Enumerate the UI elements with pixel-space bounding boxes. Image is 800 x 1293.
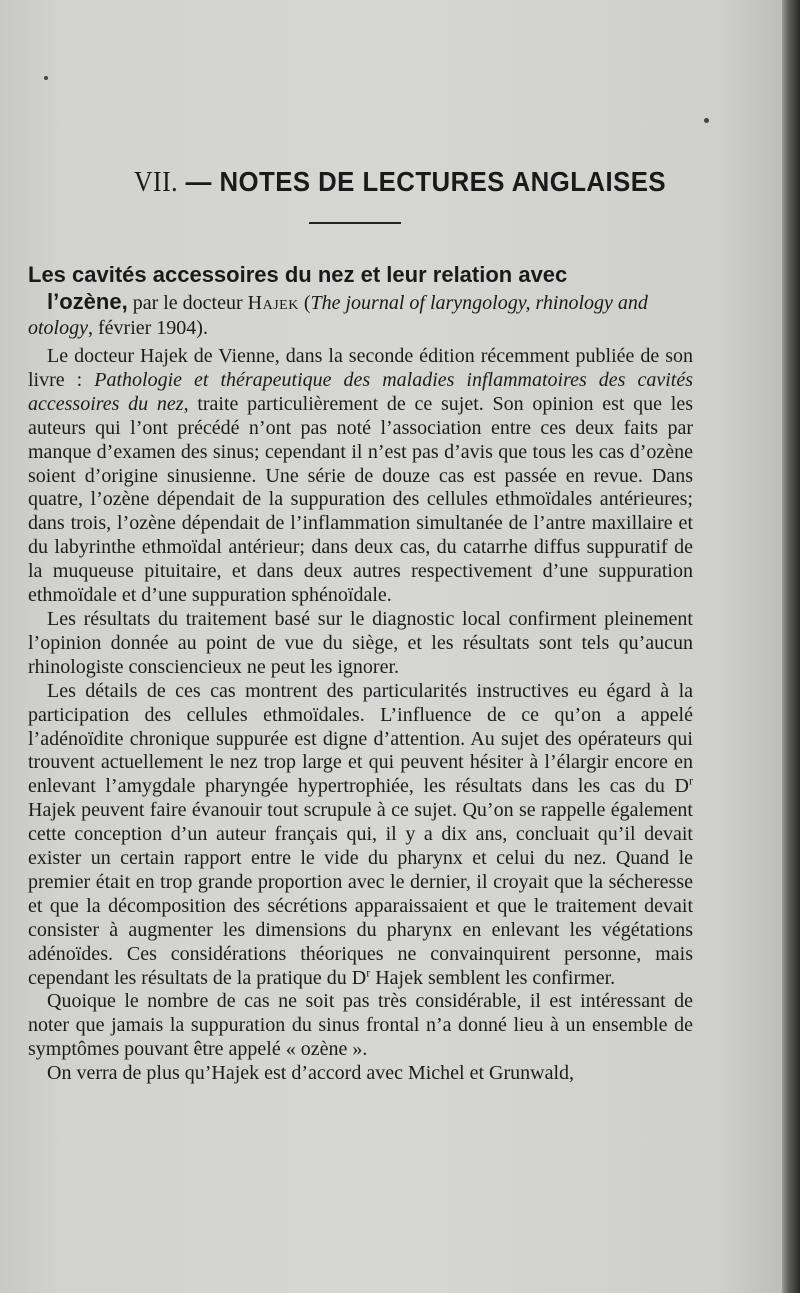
paragraph-4: Quoique le nombre de cas ne soit pas très considérable, il est intéressant de noter que jamais la suppuration du sinus frontal n’a donné lieu à un ensemble de symptômes pouvant être appelé « ozène ». [28,990,693,1061]
article-heading [28,262,700,341]
paragraph-5: On verra de plus qu’Hajek est d’accord avec Michel et Grunwald, [47,1062,575,1085]
chapter-number: VII. [133,167,179,198]
article-body [28,345,693,1086]
paragraph-3-text-b: Hajek peuvent faire évanouir tout scrupule à ce sujet. Qu’on se rappelle également cette conception d’un auteur français qui, il y a dix ans, concluait qu’il devait exister un certain rapport entre le vide du pharynx et celui du nez. Quand le premier était en trop grande proportion avec le dernier, il croyait que la sécheresse et que la décomposition des sécrétions apparaissaient et que le traitement devait consister à augmenter les dimensions du pharynx en enlevant les végétations adénoïdes. Ces considérations théoriques ne convainquirent personne, mais cependant les résultats de la pratique du D [28,799,693,989]
ink-speck [704,118,709,123]
chapter-title: NOTES DE LECTURES ANGLAISES [219,166,667,197]
article-title-indent [28,292,47,314]
paragraph-3 [28,680,693,991]
paragraph-1-text-b: , traite particulièrement de ce sujet. Son opinion est que les auteurs qui l’ont précédé n’ont pas noté l’association entre ces deux faits par manque d’examen des sinus; cependant il n’est pas d’avis que tous les cas d’ozène soient d’origine sinusienne. Une série de douze cas est passée en revue. Dans quatre, l’ozène dépendait de la suppuration des cellules ethmoïdales antérieures; dans trois, l’ozène dépendait de l’inflammation simultanée de l’antre maxillaire et du labyrinthe ethmoïdal antérieur; dans deux cas, du catarrhe diffus suppuratif de la muqueuse pituitaire, et dans deux autres respectivement d’une suppuration ethmoïdale et d’une suppuration sphénoïdale. [28,392,693,607]
article-journal-open: ( [298,292,311,314]
article-date: , février 1904). [88,317,208,339]
paragraph-1 [28,345,693,608]
superscript: r [366,964,371,979]
article-author: Hajek [247,292,299,314]
article-journal: The journal of laryngology, rhinology and otology [28,292,648,339]
paragraph-1-text-a: Le docteur Hajek de Vienne, dans la seconde édition récemment publiée de son livre : [28,345,693,391]
chapter-dash: — [185,166,212,197]
paragraph-2: Les résultats du traitement basé sur le diagnostic local confirment pleinement l’opinion donnée au point de vue du siège, et les résultats sont tels qu’aucun rhinologiste consciencieux ne peut les ignorer. [28,607,693,678]
superscript: r [689,773,693,788]
book-binding-edge [782,0,800,1293]
article-title-line2: l’ozène, [47,289,128,314]
article-title-line1: Les cavités accessoires du nez et leur relation avec [28,262,568,287]
ink-speck [44,76,48,80]
chapter-heading [32,166,768,199]
paragraph-3-text-a: Les détails de ces cas montrent des particularités instructives eu égard à la participation des cellules ethmoïdales. L’influence de ce qu’on a appelé l’adénoïdite chronique suppurée est digne d’attention. Au sujet des opérateurs qui trouvent actuellement le nez trop large et qui peuvent hésiter à l’élargir encore en enlevant l’amygdale pharyngée hypertrophiée, les résultats dans les cas du D [28,679,693,798]
paragraph-3-text-c: Hajek semblent les confirmer. [370,966,616,989]
article-byline-prefix: par le docteur [127,292,248,314]
title-rule [309,222,401,224]
book-title: Pathologie et thérapeutique des maladies inflammatoires des cavités accessoires du nez [28,368,693,415]
